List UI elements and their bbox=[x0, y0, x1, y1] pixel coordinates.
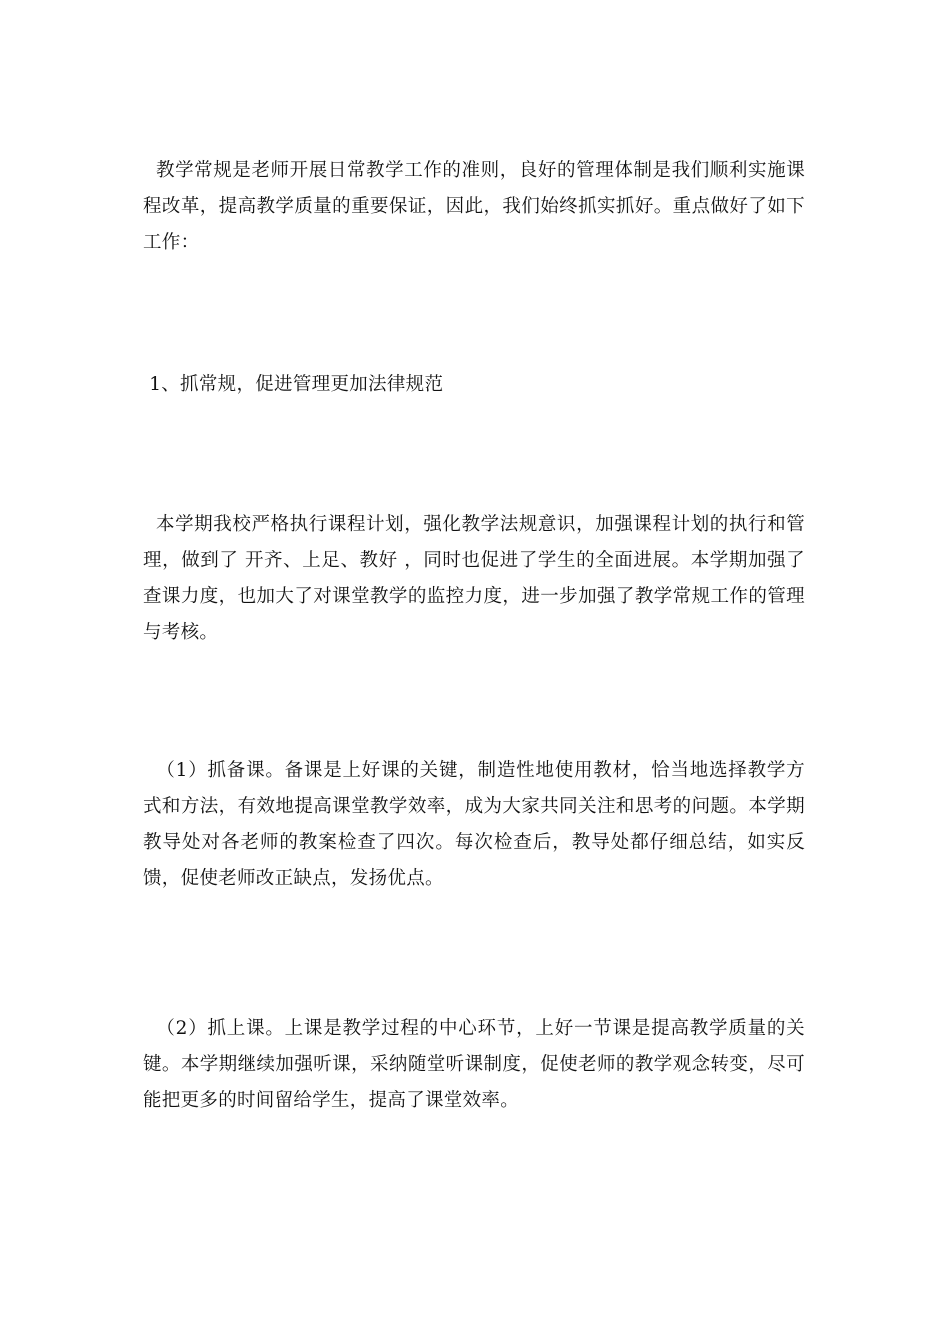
intro-paragraph: 教学常规是老师开展日常教学工作的准则，良好的管理体制是我们顺利实施课程改革，提高教学质量的重要保证，因此，我们始终抓实抓好。重点做好了如下工作： bbox=[143, 160, 805, 253]
section-heading: 1、抓常规，促进管理更加法律规范 bbox=[143, 374, 444, 395]
body-paragraph: 本学期我校严格执行课程计划，强化教学法规意识，加强课程计划的执行和管理，做到了 开齐、上足、教好 ，同时也促进了学生的全面进展。本学期加强了查课力度，也加大了对课堂教学的监控力度，进一步加强了教学常规工作的管理与考核。 bbox=[143, 514, 805, 643]
classroom-teaching-paragraph: （2）抓上课。上课是教学过程的中心环节，上好一节课是提高教学质量的关键。本学期继续加强听课，采纳随堂听课制度，促使老师的教学观念转变，尽可能把更多的时间留给学生，提高了课堂效率。 bbox=[143, 1018, 805, 1111]
lesson-prep-paragraph: （1）抓备课。备课是上好课的关键，制造性地使用教材，恰当地选择教学方式和方法，有效地提高课堂教学效率，成为大家共同关注和思考的问题。本学期教导处对各老师的教案检查了四次。每次检查后，教导处都仔细总结，如实反馈，促使老师改正缺点，发扬优点。 bbox=[143, 760, 805, 889]
